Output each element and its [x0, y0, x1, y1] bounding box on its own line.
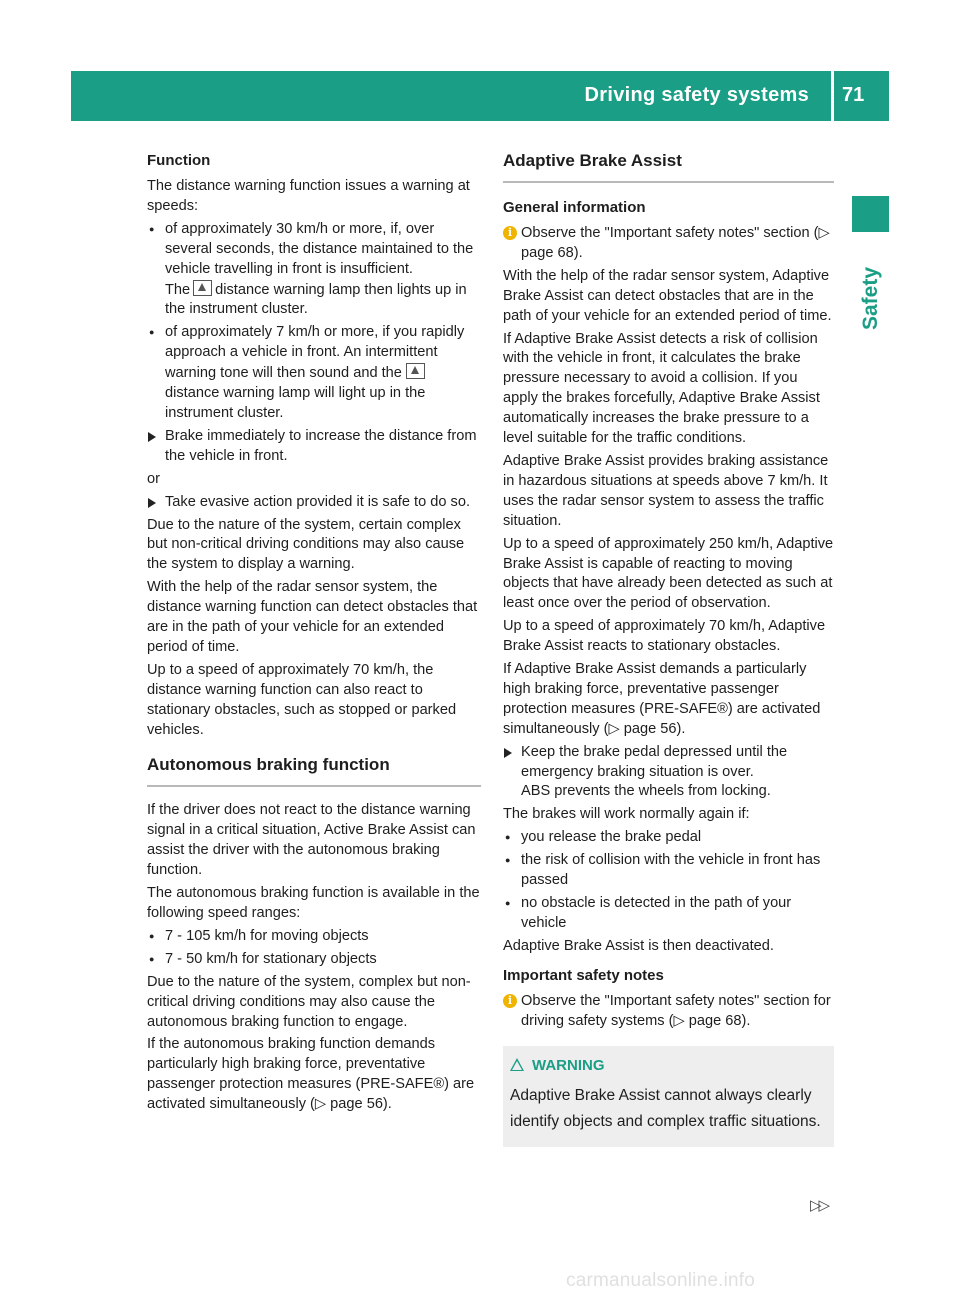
action-step: [147, 427, 481, 467]
section-title: Driving safety systems: [584, 84, 809, 106]
right-column: [503, 150, 834, 1147]
paragraph: If the autonomous braking function demands particularly high braking force, preventative passenger protection measures (PRE-SAFE®) are activated simultaneously (▷ page 56).: [147, 1036, 475, 1113]
page-header: [71, 71, 889, 121]
list-item: [147, 220, 481, 321]
chapter-tab-label: Safety: [859, 266, 882, 330]
paragraph: The autonomous braking function is available in the following speed ranges:: [147, 885, 480, 921]
info-icon: i: [503, 994, 517, 1008]
bullet-text: ● of approximately 30 km/h or more, if, over several seconds, the distance maintained to the vehicle travelling in front is insufficient.: [165, 220, 474, 277]
action-step: [503, 743, 834, 803]
paragraph: With the help of the radar sensor system, Adaptive Brake Assist can detect obstacles that are in the path of your vehicle for an extended period of time.: [503, 267, 832, 324]
list-item: ● 7 - 105 km/h for moving objects: [147, 927, 481, 947]
paragraph: If Adaptive Brake Assist detects a risk of collision with the vehicle in front, it calculates the brake pressure necessary to avoid a collision. If you apply the brakes forcefully, Adaptive Brake Assist automatically increases the brake pressure to a level suitable for the traffic conditions.: [503, 330, 820, 447]
step-result-text: ABS prevents the wheels from locking.: [521, 783, 771, 800]
list-item: ● you release the brake pedal: [503, 828, 834, 848]
section-heading-wrap: [147, 754, 481, 787]
bullet-text: of approximately 7 km/h or more, if you rapidly approach a vehicle in front. An intermittent warning tone will then sound and the: [165, 324, 465, 382]
info-text: Observe the "Important safety notes" section for driving safety systems (▷ page 68).: [521, 992, 831, 1029]
distance-warning-lamp-icon: [406, 363, 425, 379]
warning-header: [510, 1055, 824, 1077]
paragraph: Up to a speed of approximately 70 km/h, the distance warning function can also react to stationary obstacles, such as stopped or parked vehicles.: [147, 661, 457, 738]
warning-triangle-icon: [510, 1058, 524, 1071]
adaptive-brake-assist-heading: Adaptive Brake Assist: [503, 150, 834, 183]
paragraph: If the driver does not react to the distance warning signal in a critical situation, Active Brake Assist can assist the driver with the autonomous braking function.: [147, 802, 476, 879]
paragraph: Adaptive Brake Assist provides braking assistance in hazardous situations at speeds above 7 km/h. It uses the radar sensor system to assess the traffic situation.: [503, 452, 829, 529]
step-arrow-icon: [504, 748, 512, 758]
general-information-heading: General information: [503, 199, 646, 216]
important-safety-notes-heading: Important safety notes: [503, 966, 664, 984]
step-text: Keep the brake pedal depressed until the emergency braking situation is over.: [521, 743, 788, 780]
step-text: Brake immediately to increase the distance from the vehicle in front.: [165, 427, 477, 464]
left-column: [147, 150, 481, 1118]
watermark: carmanualsonline.info: [566, 1270, 756, 1291]
step-arrow-icon: [148, 498, 156, 508]
paragraph: Due to the nature of the system, complex but non-critical driving conditions may also cause the autonomous braking function to engage.: [147, 973, 471, 1030]
action-step: [147, 493, 481, 513]
condition-list: [503, 828, 834, 934]
info-note: [503, 992, 834, 1032]
function-heading: Function: [147, 152, 211, 169]
distance-warning-lamp-icon: [193, 280, 212, 296]
paragraph: With the help of the radar sensor system, the distance warning function can detect obstacles that are in the path of your vehicle for an extended period of time.: [147, 579, 478, 655]
page-number: 71: [842, 84, 865, 106]
paragraph: If Adaptive Brake Assist demands a particularly high braking force, preventative passenger protection measures (PRE-SAFE®) are activated simultaneously (▷ page 56).: [503, 661, 821, 737]
speed-list: [147, 220, 481, 424]
paragraph: The brakes will work normally again if:: [503, 806, 750, 823]
chapter-marker: [852, 196, 889, 232]
list-item: [147, 323, 481, 424]
paragraph: Up to a speed of approximately 70 km/h, Adaptive Brake Assist reacts to stationary obstacles.: [503, 618, 826, 655]
bullet-text-pre: The: [165, 281, 191, 298]
function-intro: The distance warning function issues a warning at speeds:: [147, 178, 470, 214]
step-text: Take evasive action provided it is safe to do so.: [165, 493, 471, 510]
bullet-text-post: distance warning lamp will light up in the instrument cluster.: [165, 385, 426, 421]
list-item: ● the risk of collision with the vehicle in front has passed: [503, 851, 834, 891]
speed-range-list: [147, 927, 481, 970]
continue-arrows-icon: ▷▷: [810, 1197, 828, 1214]
info-note: [503, 224, 834, 264]
step-arrow-icon: [148, 432, 156, 442]
bullet-text-post: distance warning lamp then lights up in the instrument cluster.: [165, 281, 467, 318]
or-text: or: [147, 470, 160, 487]
paragraph: Up to a speed of approximately 250 km/h, Adaptive Brake Assist is capable of reacting to moving objects that have already been detected as such at least once over the period of observation.: [503, 535, 834, 612]
warning-text: Adaptive Brake Assist cannot always clearly identify objects and complex traffic situations.: [510, 1086, 821, 1130]
warning-label: WARNING: [532, 1056, 605, 1074]
list-item: ● no obstacle is detected in the path of your vehicle: [503, 894, 834, 934]
list-item: ● 7 - 50 km/h for stationary objects: [147, 950, 481, 970]
paragraph: Adaptive Brake Assist is then deactivated.: [503, 937, 774, 954]
paragraph: Due to the nature of the system, certain complex but non-critical driving conditions may also cause the system to display a warning.: [147, 516, 465, 573]
header-divider: [831, 71, 834, 121]
autonomous-braking-heading: Autonomous braking function: [147, 754, 481, 787]
info-text: Observe the "Important safety notes" section (▷ page 68).: [521, 225, 830, 261]
info-icon: i: [503, 226, 517, 240]
warning-box: [503, 1046, 834, 1147]
